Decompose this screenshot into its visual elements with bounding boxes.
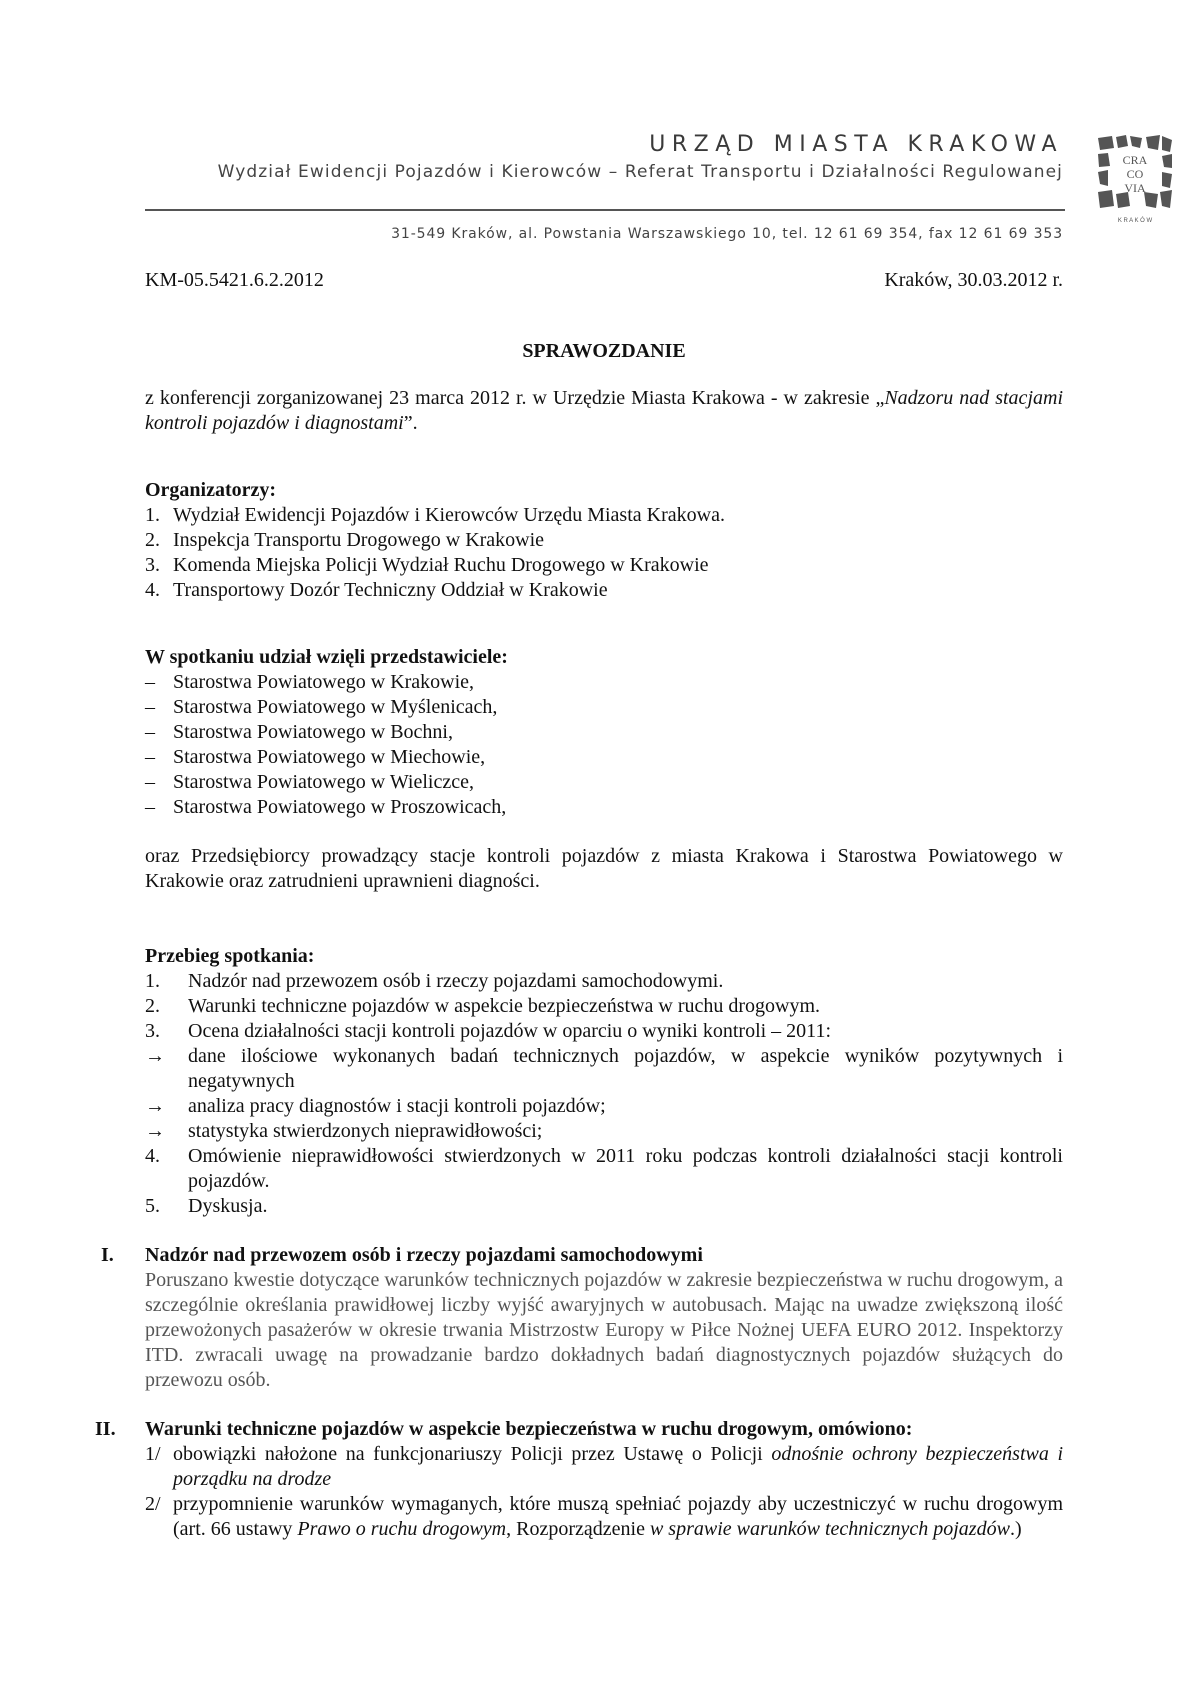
text-plain: przypomnienie warunków wymaganych, które muszą spełniać pojazdy aby uczestniczyć w ruchu drogowym (art. 66 ustawy <box>173 1493 1063 1540</box>
text-italic: odnośnie ochrony bezpieczeństwa i porządku na drodze <box>173 1443 1063 1490</box>
agenda-block <box>145 944 1063 1219</box>
list-text: Starostwa Powiatowego w Proszowicach, <box>173 796 507 818</box>
section-2-list <box>145 1442 1063 1542</box>
list-marker: 5. <box>145 1195 160 1217</box>
text-plain: , Rozporządzenie <box>506 1518 650 1540</box>
list-number: 3. <box>145 554 160 576</box>
text-italic: Prawo o ruchu drogowym <box>297 1518 507 1540</box>
list-number: 2. <box>145 529 160 551</box>
logo-text-via: VIA <box>1124 181 1146 195</box>
list-marker: 1/ <box>145 1443 161 1465</box>
text-plain: .) <box>1009 1518 1022 1540</box>
dash-bullet: – <box>145 671 155 693</box>
intro-plain: z konferencji zorganizowanej 23 marca 2012 r. w Urzędzie Miasta Krakowa - w zakresie „ <box>145 387 885 409</box>
list-text: Komenda Miejska Policji Wydział Ruchu Drogowego w Krakowie <box>173 554 709 576</box>
list-item <box>145 578 1063 603</box>
list-text: Omówienie nieprawidłowości stwierdzonych w 2011 roku podczas kontroli działalności stacji kontroli pojazdów. <box>188 1145 1063 1192</box>
list-text: Starostwa Powiatowego w Myślenicach, <box>173 696 498 718</box>
section-1 <box>101 1243 1063 1393</box>
list-text: dane ilościowe wykonanych badań technicznych pojazdów, w aspekcie wyników pozytywnych i negatywnych <box>188 1045 1063 1092</box>
section-1-heading: Nadzór nad przewozem osób i rzeczy pojazdami samochodowymi <box>145 1244 703 1266</box>
document-body <box>95 268 1063 1542</box>
dash-bullet: – <box>145 721 155 743</box>
section-2-numeral: II. <box>95 1418 116 1440</box>
list-marker: 2. <box>145 995 160 1017</box>
header-rule <box>145 209 1065 211</box>
intro-end: ”. <box>403 412 418 434</box>
list-item <box>145 1019 1063 1044</box>
list-item <box>145 1492 1063 1542</box>
list-text: Wydział Ewidencji Pojazdów i Kierowców Urzędu Miasta Krakowa. <box>173 504 725 526</box>
list-number: 4. <box>145 579 160 601</box>
list-text: Starostwa Powiatowego w Wieliczce, <box>173 771 474 793</box>
text-italic: w sprawie warunków technicznych pojazdów <box>649 1518 1010 1540</box>
list-item <box>145 1144 1063 1194</box>
arrow-bullet: → <box>145 1095 165 1117</box>
list-item <box>145 528 1063 553</box>
list-text: statystyka stwierdzonych nieprawidłowości; <box>188 1120 543 1142</box>
organizers-heading: Organizatorzy: <box>145 479 277 501</box>
logo-text-krakow: K R A K Ó W <box>1117 218 1153 224</box>
text-plain: obowiązki nałożone na funkcjonariuszy Policji przez Ustawę o Policji <box>173 1443 772 1465</box>
dash-bullet: – <box>145 771 155 793</box>
list-item <box>145 770 1063 795</box>
intro-paragraph <box>145 386 1063 436</box>
agenda-heading: Przebieg spotkania: <box>145 945 315 967</box>
dash-bullet: – <box>145 746 155 768</box>
list-item <box>145 695 1063 720</box>
organizers-list <box>145 503 1063 603</box>
reference-row <box>145 268 1063 293</box>
participants-block <box>145 645 1063 894</box>
section-1-numeral: I. <box>101 1244 114 1266</box>
logo-text-co: CO <box>1126 167 1144 181</box>
list-item <box>145 1119 1063 1144</box>
document-title: SPRAWOZDANIE <box>522 340 686 362</box>
department-line: Wydział Ewidencji Pojazdów i Kierowców – Referat Transportu i Działalności Regulowanej <box>217 162 1063 182</box>
organizers-block <box>145 478 1063 603</box>
logo-text-cra: CRA <box>1122 153 1148 167</box>
list-item <box>145 1194 1063 1219</box>
list-text: Inspekcja Transportu Drogowego w Krakowie <box>173 529 545 551</box>
participants-note: oraz Przedsiębiorcy prowadzący stacje kontroli pojazdów z miasta Krakowa i Starostwa Powiatowego w Krakowie oraz zatrudnieni uprawnieni diagności. <box>145 845 1063 892</box>
dash-bullet: – <box>145 796 155 818</box>
list-marker: 2/ <box>145 1493 161 1515</box>
list-text: Starostwa Powiatowego w Krakowie, <box>173 671 475 693</box>
participants-heading: W spotkaniu udział wzięli przedstawiciele: <box>145 646 508 668</box>
list-item <box>145 1094 1063 1119</box>
reference-number: KM-05.5421.6.2.2012 <box>145 269 324 291</box>
address-line: 31-549 Kraków, al. Powstania Warszawskiego 10, tel. 12 61 69 354, fax 12 61 69 353 <box>391 226 1063 242</box>
list-marker: 4. <box>145 1145 160 1167</box>
list-item <box>145 1044 1063 1094</box>
section-1-text: Poruszano kwestie dotyczące warunków technicznych pojazdów w zakresie bezpieczeństwa w ruchu drogowym, a szczególnie określania prawidłowej liczby wyjść awaryjnych w autobusach. Mając na uwadze zwiększoną ilość przewożonych pasażerów w okresie trwania Mistrzostw Europy w Piłce Nożnej UEFA EURO 2012. Inspektorzy ITD. zwracali uwagę na prowadzanie bardzo dokładnych badań diagnostycznych pojazdów służących do przewozu osób. <box>145 1269 1063 1391</box>
list-item <box>145 553 1063 578</box>
list-item <box>145 503 1063 528</box>
list-item <box>145 720 1063 745</box>
list-item <box>145 745 1063 770</box>
cracovia-logo-icon <box>1096 134 1174 226</box>
list-text <box>173 1492 1063 1542</box>
agenda-list <box>145 969 1063 1219</box>
list-item <box>145 994 1063 1019</box>
list-marker: 1. <box>145 970 160 992</box>
dash-bullet: – <box>145 696 155 718</box>
list-text: Starostwa Powiatowego w Miechowie, <box>173 746 486 768</box>
list-item <box>145 1442 1063 1492</box>
list-text: Nadzór nad przewozem osób i rzeczy pojazdami samochodowymi. <box>188 970 724 992</box>
list-text: Warunki techniczne pojazdów w aspekcie bezpieczeństwa w ruchu drogowym. <box>188 995 821 1017</box>
letterhead <box>0 0 1200 250</box>
list-item <box>145 969 1063 994</box>
list-text: Starostwa Powiatowego w Bochni, <box>173 721 453 743</box>
arrow-bullet: → <box>145 1045 165 1067</box>
participants-list <box>145 670 1063 820</box>
list-text: Dyskusja. <box>188 1195 268 1217</box>
list-text: Transportowy Dozór Techniczny Oddział w Krakowie <box>173 579 608 601</box>
list-item <box>145 795 1063 820</box>
list-text <box>173 1442 1063 1492</box>
list-item <box>145 670 1063 695</box>
office-name: URZĄD MIASTA KRAKOWA <box>649 132 1063 157</box>
intro-italic: Nadzoru nad stacjami kontroli pojazdów i diagnostami <box>145 387 1063 434</box>
list-text: analiza pracy diagnostów i stacji kontroli pojazdów; <box>188 1095 606 1117</box>
place-date: Kraków, 30.03.2012 r. <box>884 269 1063 291</box>
list-text: Ocena działalności stacji kontroli pojazdów w oparciu o wyniki kontroli – 2011: <box>188 1020 831 1042</box>
arrow-bullet: → <box>145 1120 165 1142</box>
section-2-heading: Warunki techniczne pojazdów w aspekcie bezpieczeństwa w ruchu drogowym, omówiono: <box>145 1418 913 1440</box>
section-2 <box>95 1417 1063 1542</box>
list-number: 1. <box>145 504 160 526</box>
list-marker: 3. <box>145 1020 160 1042</box>
